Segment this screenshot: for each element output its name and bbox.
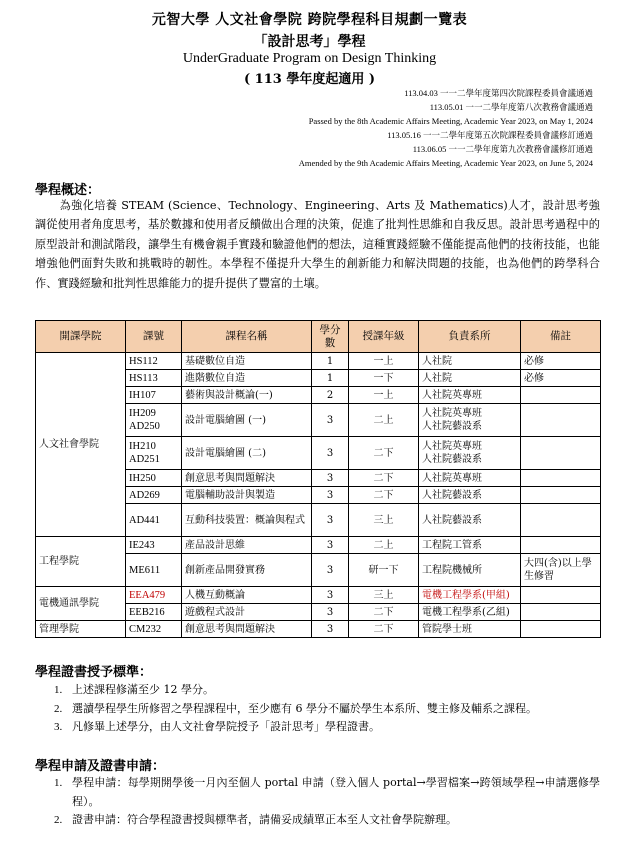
course-note — [521, 404, 601, 437]
header-code: 課號 — [126, 321, 182, 353]
course-note: 必修 — [521, 370, 601, 387]
course-note — [521, 470, 601, 487]
course-credits: 3 — [312, 537, 349, 554]
course-department: 人社院英專班 — [419, 470, 521, 487]
course-department: 人社院 — [419, 370, 521, 387]
course-code: IH107 — [126, 387, 182, 404]
header-college: 開課學院 — [36, 321, 126, 353]
course-credits: 3 — [312, 437, 349, 470]
course-code: HS113 — [126, 370, 182, 387]
header-course-name: 課程名稱 — [182, 321, 312, 353]
course-name: 遊戲程式設計 — [182, 604, 312, 621]
table-row — [36, 537, 601, 554]
college-humanities: 人文社會學院 — [36, 353, 126, 537]
course-name: 藝術與設計概論(一) — [182, 387, 312, 404]
course-name: 創意思考與問題解決 — [182, 621, 312, 638]
certificate-criteria-list — [54, 681, 600, 737]
course-name: 進階數位自造 — [182, 370, 312, 387]
approval-line: Amended by the 9th Academic Affairs Meeting, Academic Year 2023, on June 5, 2024 — [298, 158, 593, 168]
course-year: 二下 — [349, 487, 419, 504]
course-year: 二下 — [349, 604, 419, 621]
course-department: 電機工程學系(甲組) — [419, 587, 521, 604]
overview-section — [35, 196, 600, 293]
course-table — [35, 320, 601, 638]
course-code: AD269 — [126, 487, 182, 504]
document-title: 元智大學 人文社會學院 跨院學程科目規劃一覽表 — [151, 12, 468, 28]
list-item: 3. 凡修畢上述學分，由人文社會學院授予「設計思考」學程證書。 — [54, 720, 380, 733]
approval-line: 113.05.01 一一二學年度第八次教務會議通過 — [429, 102, 593, 112]
approval-history — [299, 86, 593, 170]
course-department: 人社院藝設系 — [419, 487, 521, 504]
approval-line: 113.04.03 一一二學年度第四次院課程委員會議通過 — [404, 88, 593, 98]
course-note — [521, 537, 601, 554]
overview-text: 為強化培養 STEAM (Science、Technology、Engineering、Arts 及 Mathematics)人才，設計思考強調從使用者角度思考，基於數據和使用者反饋做出合理的決策，促進了批判性思維和自我反思。設計思考過程中的原型設計和測試階段，讓學生有機會親手實踐和驗證他們的想法，這種實踐經驗不僅能提高他們的技術技能，也能增強他們面對失敗和挑戰時的韌性。本學程不僅提升大學生的創新能力和解決問題的技能，也為他們的跨學科合作、實踐經驗和批判性思維能力的提升提供了豐富的土壤。 — [35, 199, 600, 290]
course-code: IE243 — [126, 537, 182, 554]
header-credits: 學分數 — [312, 321, 349, 353]
application-list — [54, 774, 600, 830]
course-department: 工程院工管系 — [419, 537, 521, 554]
list-item: 1. 學程申請：每學期開學後一月內至個人 portal 申請（登入個人 portal→學習檔案→跨領域學程→申請選修學程）。 — [54, 776, 600, 808]
course-department: 人社院英專班 人社院藝設系 — [419, 437, 521, 470]
list-item: 1. 上述課程修滿至少 12 學分。 — [54, 683, 214, 696]
course-credits: 3 — [312, 504, 349, 537]
course-department: 人社院英專班 人社院藝設系 — [419, 404, 521, 437]
course-code: IH210 AD251 — [126, 437, 182, 470]
course-note — [521, 604, 601, 621]
course-name: 產品設計思維 — [182, 537, 312, 554]
college-engineering: 工程學院 — [36, 537, 126, 587]
course-credits: 2 — [312, 387, 349, 404]
certificate-heading: 學程證書授予標準： — [35, 665, 153, 680]
course-credits: 1 — [312, 370, 349, 387]
course-credits: 1 — [312, 353, 349, 370]
overview-heading: 學程概述： — [35, 183, 101, 198]
application-heading: 學程申請及證書申請： — [35, 759, 166, 774]
course-code: AD441 — [126, 504, 182, 537]
approval-line: Passed by the 8th Academic Affairs Meeting, Academic Year 2023, on May 1, 2024 — [308, 116, 593, 126]
course-year: 二上 — [349, 537, 419, 554]
table-row — [36, 621, 601, 638]
course-code: HS112 — [126, 353, 182, 370]
course-note: 大四(含)以上學生修習 — [521, 554, 601, 587]
course-note — [521, 437, 601, 470]
course-credits: 3 — [312, 604, 349, 621]
course-name: 設計電腦繪圖 (一) — [182, 404, 312, 437]
course-year: 三上 — [349, 587, 419, 604]
course-note — [521, 587, 601, 604]
header-year: 授課年級 — [349, 321, 419, 353]
course-name: 基礎數位自造 — [182, 353, 312, 370]
course-code: CM232 — [126, 621, 182, 638]
course-note — [521, 387, 601, 404]
course-credits: 3 — [312, 487, 349, 504]
course-name: 創新產品開發實務 — [182, 554, 312, 587]
program-title-english: UnderGraduate Program on Design Thinking — [182, 51, 437, 66]
course-department: 人社院 — [419, 353, 521, 370]
course-name: 互動科技裝置：概論與程式 — [182, 504, 312, 537]
course-note — [521, 504, 601, 537]
college-management: 管理學院 — [36, 621, 126, 638]
course-department: 人社院英專班 — [419, 387, 521, 404]
course-department: 電機工程學系(乙組) — [419, 604, 521, 621]
list-item: 2. 選讀學程學生所修習之學程課程中，至少應有 6 學分不屬於學生本系所、雙主修及輔系之課程。 — [54, 701, 537, 715]
list-item: 2. 證書申請：符合學程證書授與標準者，請備妥成績單正本至人文社會學院辦理。 — [54, 813, 457, 826]
course-credits: 3 — [312, 554, 349, 587]
course-name: 人機互動概論 — [182, 587, 312, 604]
course-credits: 3 — [312, 621, 349, 638]
course-year: 二上 — [349, 404, 419, 437]
course-year: 二下 — [349, 437, 419, 470]
course-year: 二下 — [349, 621, 419, 638]
course-year: 一上 — [349, 353, 419, 370]
effective-year: ( 113 學年度起適用 ) — [243, 72, 376, 87]
course-code: EEA479 — [126, 587, 182, 604]
course-department: 工程院機械所 — [419, 554, 521, 587]
course-name: 設計電腦繪圖 (二) — [182, 437, 312, 470]
course-note — [521, 621, 601, 638]
college-eecs: 電機通訊學院 — [36, 587, 126, 621]
course-credits: 3 — [312, 470, 349, 487]
course-year: 三上 — [349, 504, 419, 537]
course-department: 人社院藝設系 — [419, 504, 521, 537]
course-year: 研一下 — [349, 554, 419, 587]
course-credits: 3 — [312, 587, 349, 604]
program-title: 「設計思考」學程 — [253, 34, 366, 50]
course-name: 電腦輔助設計與製造 — [182, 487, 312, 504]
course-credits: 3 — [312, 404, 349, 437]
course-code: EEB216 — [126, 604, 182, 621]
course-department: 管院學士班 — [419, 621, 521, 638]
course-name: 創意思考與問題解決 — [182, 470, 312, 487]
table-row — [36, 587, 601, 604]
approval-line: 113.05.16 一一二學年度第五次院課程委員會議修訂通過 — [387, 130, 593, 140]
course-code: ME611 — [126, 554, 182, 587]
course-year: 二下 — [349, 470, 419, 487]
header-department: 負責系所 — [419, 321, 521, 353]
approval-line: 113.06.05 一一二學年度第九次教務會議修訂通過 — [412, 144, 593, 154]
course-note: 必修 — [521, 353, 601, 370]
course-year: 一上 — [349, 387, 419, 404]
table-row — [36, 353, 601, 370]
course-code: IH250 — [126, 470, 182, 487]
header-note: 備註 — [521, 321, 601, 353]
course-note — [521, 487, 601, 504]
course-year: 一下 — [349, 370, 419, 387]
course-code: IH209 AD250 — [126, 404, 182, 437]
table-header-row — [36, 321, 601, 353]
